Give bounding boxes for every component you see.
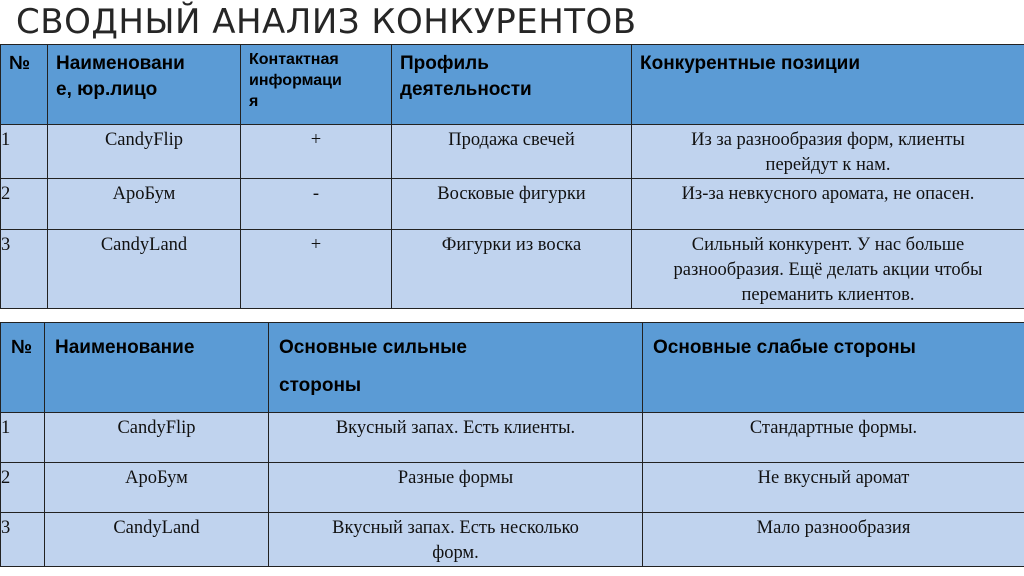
positions-line: разнообразия. Ещё делать акции чтобы <box>673 260 983 280</box>
positions-line: Из за разнообразия форм, клиенты <box>691 130 965 150</box>
row-num: 3 <box>1 230 48 309</box>
header-name-line: е, юр.лицо <box>56 79 158 100</box>
table-row <box>1 230 1024 309</box>
row-name: CandyLand <box>45 513 269 567</box>
row-positions <box>632 179 1024 230</box>
row-strengths <box>269 463 643 513</box>
header-positions: Конкурентные позиции <box>632 45 1024 125</box>
header-strengths-line: Основные сильные <box>279 337 467 358</box>
table-row <box>1 513 1024 567</box>
header-strengths-line: стороны <box>279 375 362 396</box>
header-num: № <box>1 323 45 413</box>
row-name: CandyFlip <box>45 413 269 463</box>
header-name: Наименование <box>45 323 269 413</box>
row-contact: - <box>241 179 392 230</box>
row-num: 2 <box>1 179 48 230</box>
row-num: 1 <box>1 125 48 179</box>
row-name: CandyFlip <box>48 125 241 179</box>
row-num: 2 <box>1 463 45 513</box>
table-header-row <box>1 45 1024 125</box>
header-contact-line: информаци <box>249 72 342 89</box>
row-positions <box>632 125 1024 179</box>
row-num: 3 <box>1 513 45 567</box>
row-contact: + <box>241 125 392 179</box>
positions-line: Сильный конкурент. У нас больше <box>691 235 965 255</box>
positions-line: Из-за невкусного аромата, не опасен. <box>681 184 975 204</box>
competitor-summary-table <box>0 44 1024 309</box>
header-contact-line: Контактная <box>249 51 339 68</box>
row-name: CandyLand <box>48 230 241 309</box>
header-profile-line: Профиль <box>400 53 489 74</box>
row-positions <box>632 230 1024 309</box>
row-contact: + <box>241 230 392 309</box>
positions-line: перейдут к нам. <box>765 155 891 175</box>
header-name <box>48 45 241 125</box>
page-title: СВОДНЫЙ АНАЛИЗ КОНКУРЕНТОВ <box>16 2 637 42</box>
strengths-line: Разные формы <box>397 468 514 488</box>
row-strengths <box>269 513 643 567</box>
header-contact-line: я <box>249 93 259 110</box>
header-profile <box>392 45 632 125</box>
row-weaknesses: Стандартные формы. <box>643 413 1024 463</box>
header-num: № <box>1 45 48 125</box>
table-header-row <box>1 323 1024 413</box>
row-profile: Продажа свечей <box>392 125 632 179</box>
header-strengths <box>269 323 643 413</box>
row-weaknesses: Мало разнообразия <box>643 513 1024 567</box>
row-profile: Восковые фигурки <box>392 179 632 230</box>
table-row <box>1 463 1024 513</box>
strengths-line: Вкусный запах. Есть несколько <box>332 518 579 538</box>
row-name: АроБум <box>45 463 269 513</box>
row-num: 1 <box>1 413 45 463</box>
header-profile-line: деятельности <box>400 79 532 100</box>
row-profile: Фигурки из воска <box>392 230 632 309</box>
row-name: АроБум <box>48 179 241 230</box>
table-row <box>1 179 1024 230</box>
positions-line: переманить клиентов. <box>741 285 915 305</box>
row-strengths <box>269 413 643 463</box>
strengths-weaknesses-table <box>0 322 1024 567</box>
header-name-line: Наименовани <box>56 53 185 74</box>
strengths-line: форм. <box>432 543 479 563</box>
strengths-line: Вкусный запах. Есть клиенты. <box>335 418 576 438</box>
row-weaknesses: Не вкусный аромат <box>643 463 1024 513</box>
header-weaknesses: Основные слабые стороны <box>643 323 1024 413</box>
table-row <box>1 125 1024 179</box>
header-contact <box>241 45 392 125</box>
table-row <box>1 413 1024 463</box>
